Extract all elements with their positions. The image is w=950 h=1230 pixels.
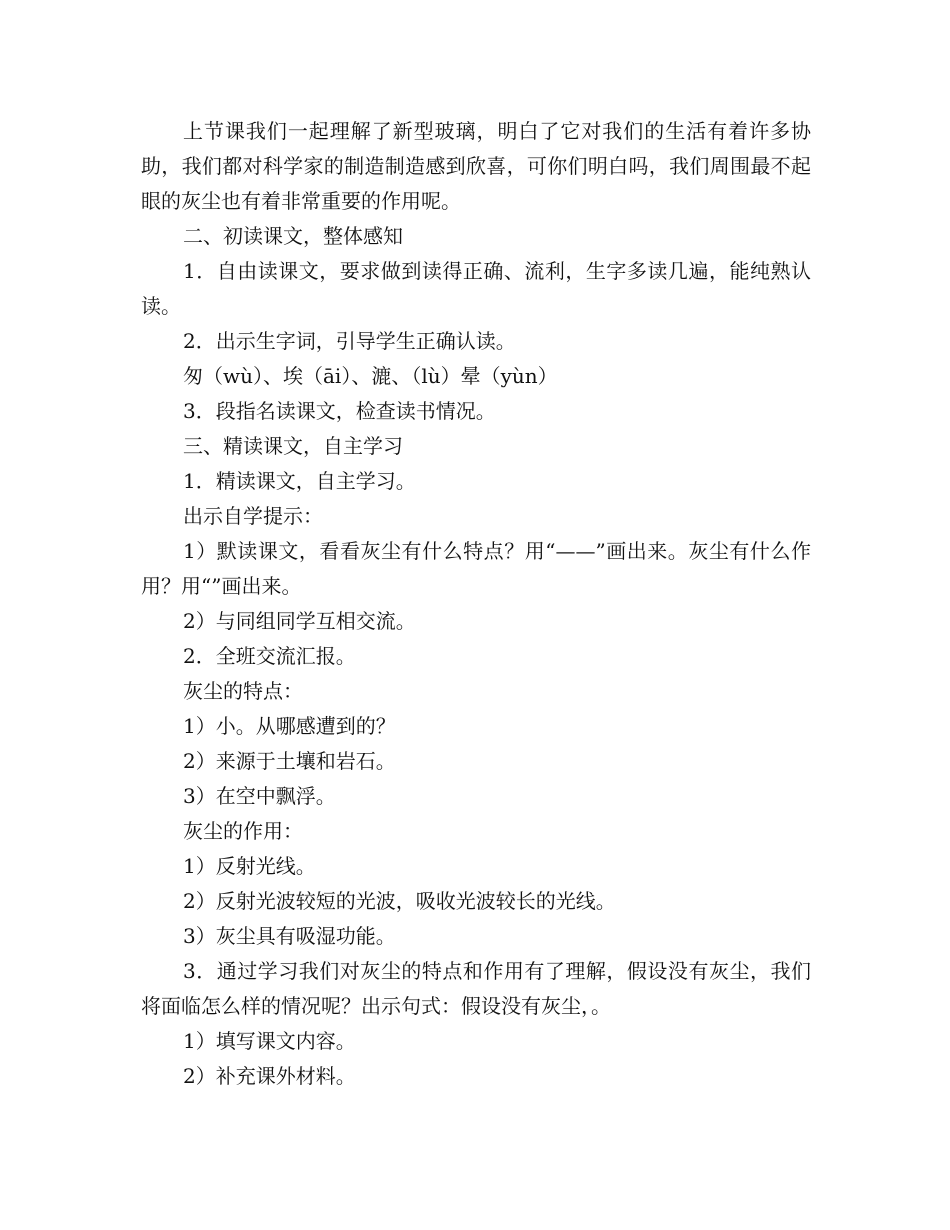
list-item-silent-reading: 1）默读课文，看看灰尘有什么特点？用“——”画出来。灰尘有什么作用？用“”画出来。 [141,539,811,598]
list-item-feature-2: 2）来源于土壤和岩石。 [183,749,396,773]
paragraph-class-report: 2．全班交流汇报。 [183,644,356,668]
paragraph-step-1: 1．自由读课文，要求做到读得正确、流利，生字多读几遍，能纯熟认读。 [141,259,811,318]
document-body [141,114,811,1094]
subheading-dust-features: 灰尘的特点： [183,679,303,703]
paragraph-step-3-no-dust: 3．通过学习我们对灰尘的特点和作用有了理解，假设没有灰尘，我们将面临怎么样的情况呢？出示句式：假设没有灰尘，。 [141,959,811,1018]
list-item-feature-1: 1）小。从哪感遭到的？ [183,714,396,738]
list-item-fill-content: 1）填写课文内容。 [183,1029,356,1053]
list-item-function-3: 3）灰尘具有吸湿功能。 [183,924,396,948]
section-heading-first-reading: 二、初读课文，整体感知 [183,224,403,248]
list-item-group-exchange: 2）与同组同学互相交流。 [183,609,416,633]
paragraph-step-3: 3．段指名读课文，检查读书情况。 [183,399,496,423]
section-heading-close-reading: 三、精读课文，自主学习 [183,434,403,458]
subheading-dust-functions: 灰尘的作用： [183,819,303,843]
paragraph-step-2: 2．出示生字词，引导学生正确认读。 [183,329,516,353]
list-item-function-1: 1）反射光线。 [183,854,316,878]
paragraph-self-study-prompt: 出示自学提示： [183,504,323,528]
list-item-extra-material: 2）补充课外材料。 [183,1064,356,1088]
paragraph-intro: 上节课我们一起理解了新型玻璃，明白了它对我们的生活有着许多协助，我们都对科学家的制造制造感到欣喜，可你们明白吗，我们周围最不起眼的灰尘也有着非常重要的作用呢。 [141,119,811,213]
list-item-feature-3: 3）在空中飘浮。 [183,784,336,808]
paragraph-new-words: 匆（wù）、埃（āi）、漉、（lù）晕（yùn） [183,364,558,388]
paragraph-close-reading-step-1: 1．精读课文，自主学习。 [183,469,416,493]
list-item-function-2: 2）反射光波较短的光波，吸收光波较长的光线。 [183,889,616,913]
